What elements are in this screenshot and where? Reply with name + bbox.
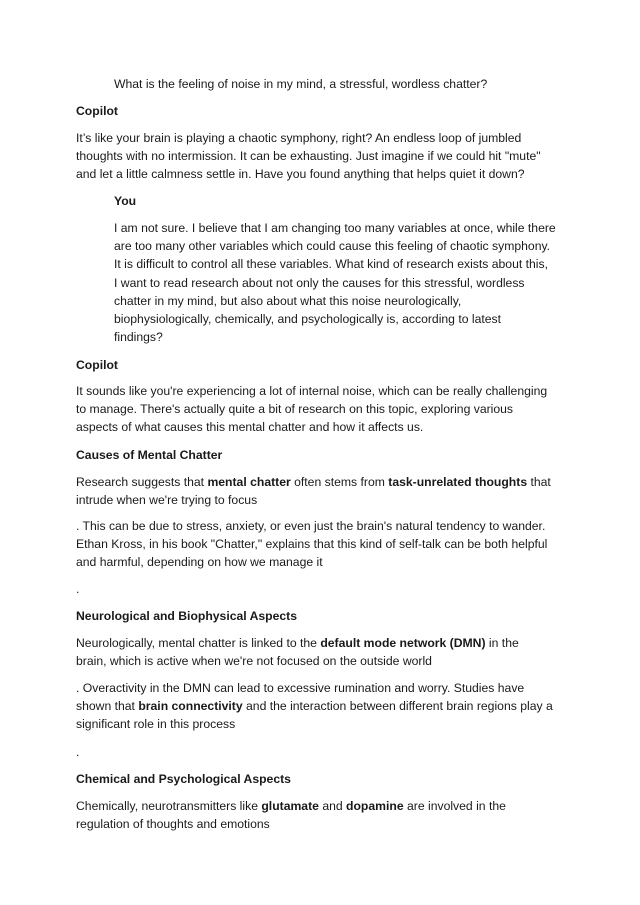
paragraph-line: Research suggests that mental chatter often stems from task-unrelated thoughts that: [76, 475, 551, 489]
paragraph-line: . Overactivity in the DMN can lead to excessive rumination and worry. Studies have: [76, 681, 525, 695]
paragraph-line: to manage. There's actually quite a bit of research on this topic, exploring various: [76, 402, 514, 417]
speaker-label-copilot: Copilot: [76, 104, 118, 118]
citation-dot: .: [76, 582, 80, 596]
paragraph-line: findings?: [114, 330, 163, 345]
copilot-response-2: [76, 382, 547, 437]
paragraph-line: brain, which is active when we're not focused on the outside world: [76, 654, 432, 669]
paragraph-line: and let a little calmness settle in. Have you found anything that helps quiet it down?: [76, 167, 525, 182]
paragraph-line: I want to read research about not only the causes for this stressful, wordless: [114, 275, 525, 290]
bold-term: task-unrelated thoughts: [388, 475, 528, 489]
paragraph-line: significant role in this process: [76, 717, 236, 732]
paragraph-line: It sounds like you're experiencing a lot of internal noise, which can be really challenging: [76, 384, 548, 398]
causes-paragraph-2: [76, 517, 547, 572]
paragraph-line: regulation of thoughts and emotions: [76, 817, 270, 832]
neuro-paragraph-1: [76, 634, 519, 670]
bold-term: dopamine: [346, 799, 404, 813]
paragraph-line: are too many other variables which could cause this feeling of chaotic symphony.: [114, 239, 551, 254]
paragraph-line: intrude when we're trying to focus: [76, 493, 258, 508]
neuro-paragraph-2: [76, 679, 553, 734]
paragraph-line: I am not sure. I believe that I am changing too many variables at once, while there: [114, 221, 556, 235]
copilot-response-1: [76, 129, 541, 184]
paragraph-line: thoughts with no intermission. It can be exhausting. Just imagine if we could hit "mute": [76, 149, 541, 164]
paragraph-line: biophysiologically, chemically, and psychologically is, according to latest: [114, 312, 502, 327]
section-heading-causes: Causes of Mental Chatter: [76, 448, 223, 462]
speaker-label-you: You: [114, 194, 137, 208]
bold-term: default mode network (DMN): [320, 636, 486, 650]
citation-dot: .: [76, 745, 80, 759]
section-heading-chem: Chemical and Psychological Aspects: [76, 772, 291, 786]
user-prompt-2: [114, 219, 556, 346]
paragraph-line: shown that brain connectivity and the interaction between different brain regions play a: [76, 699, 553, 714]
paragraph-line: . This can be due to stress, anxiety, or even just the brain's natural tendency to wander.: [76, 519, 546, 533]
bold-term: mental chatter: [207, 475, 291, 489]
paragraph-line: It’s like your brain is playing a chaotic symphony, right? An endless loop of jumbled: [76, 131, 522, 145]
speaker-label-copilot: Copilot: [76, 358, 118, 372]
paragraph-line: Chemically, neurotransmitters like glutamate and dopamine are involved in the: [76, 799, 506, 813]
paragraph-line: and harmful, depending on how we manage it: [76, 555, 323, 570]
causes-paragraph-1: [76, 473, 551, 509]
paragraph-line: It is difficult to control all these variables. What kind of research exists about this,: [114, 257, 548, 272]
chem-paragraph-1: [76, 797, 506, 833]
user-prompt-1: What is the feeling of noise in my mind, a stressful, wordless chatter?: [114, 77, 488, 91]
bold-term: glutamate: [261, 799, 319, 813]
paragraph-line: Neurologically, mental chatter is linked to the default mode network (DMN) in the: [76, 636, 519, 650]
paragraph-line: chatter in my mind, but also about what this noise neurologically,: [114, 293, 462, 308]
section-heading-neuro: Neurological and Biophysical Aspects: [76, 609, 298, 623]
paragraph-line: Ethan Kross, in his book "Chatter," explains that this kind of self-talk can be both helpful: [76, 537, 548, 552]
paragraph-line: aspects of what causes this mental chatter and how it affects us.: [76, 420, 424, 435]
bold-term: brain connectivity: [138, 699, 243, 714]
